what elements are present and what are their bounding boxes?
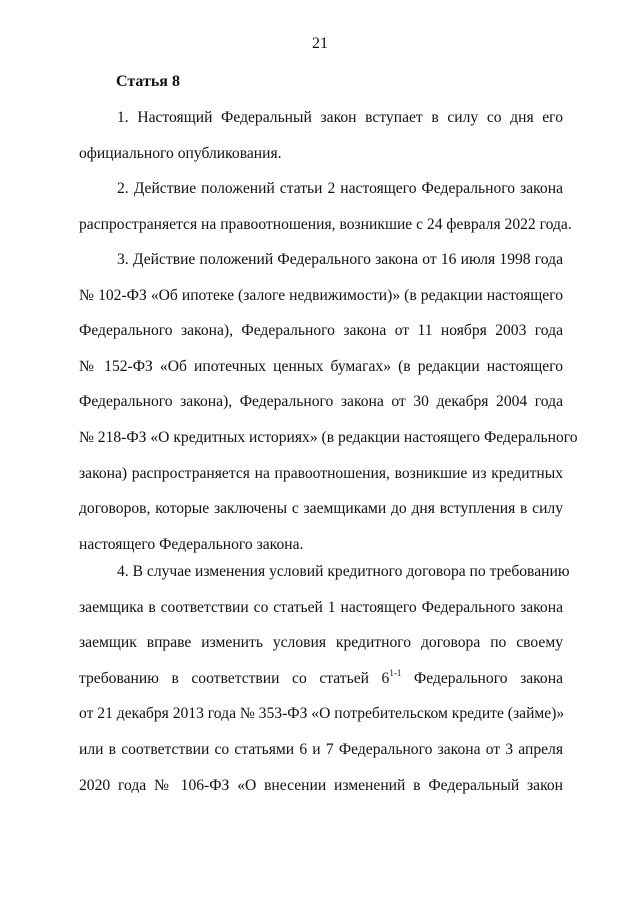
paragraph-line: 3. Действие положений Федерального закона от 16 июля 1998 года (117, 251, 563, 268)
paragraph-line: 1. Настоящий Федеральный закон вступает в силу со дня его (117, 109, 563, 126)
paragraph-line: закона) распространяется на правоотношения, возникшие из кредитных (79, 464, 563, 482)
paragraph-line: или в соответствии со статьями 6 и 7 Федерального закона от 3 апреля (79, 740, 563, 758)
paragraph-2 (79, 171, 572, 242)
paragraph-line: Федерального закона), Федерального закона от 30 декабря 2004 года (79, 393, 563, 411)
paragraph-3 (79, 242, 578, 562)
paragraph-line: заемщик вправе изменить условия кредитного договора по своему (79, 634, 563, 652)
paragraph-line: заемщика в соответствии со статьей 1 настоящего Федерального закона (79, 598, 563, 616)
paragraph-line: Федерального закона), Федерального закона от 11 ноября 2003 года (79, 322, 563, 340)
paragraph-line-text: Федерального закона (401, 669, 563, 687)
article-title: Статья 8 (116, 73, 180, 90)
paragraph-line: 2020 года № 106-ФЗ «О внесении изменений в Федеральный закон (79, 776, 563, 794)
paragraph-1 (79, 100, 563, 171)
article-superscript: 1-1 (389, 667, 402, 678)
page-number: 21 (312, 35, 328, 52)
paragraph-line: официального опубликования. (79, 144, 282, 162)
paragraph-line-text: требованию в соответствии со статьей 6 (79, 669, 390, 687)
paragraph-line: 4. В случае изменения условий кредитного договора по требованию (117, 563, 570, 580)
paragraph-4 (79, 554, 570, 803)
paragraph-line: распространяется на правоотношения, возникшие с 24 февраля 2022 года. (79, 215, 572, 233)
paragraph-line-with-superscript (79, 661, 563, 697)
paragraph-line: договоров, которые заключены с заемщиками до дня вступления в силу (79, 500, 563, 518)
paragraph-line: от 21 декабря 2013 года № 353-ФЗ «О потребительском кредите (займе)» (79, 705, 565, 723)
paragraph-line: 2. Действие положений статьи 2 настоящего Федерального закона (117, 180, 563, 197)
paragraph-line: № 218-ФЗ «О кредитных историях» (в редакции настоящего Федерального (79, 428, 578, 446)
paragraph-line: № 152-ФЗ «Об ипотечных ценных бумагах» (в редакции настоящего (79, 357, 563, 375)
paragraph-line: настоящего Федерального закона. (79, 535, 304, 553)
paragraph-line: № 102-ФЗ «Об ипотеке (залоге недвижимости)» (в редакции настоящего (79, 286, 563, 304)
